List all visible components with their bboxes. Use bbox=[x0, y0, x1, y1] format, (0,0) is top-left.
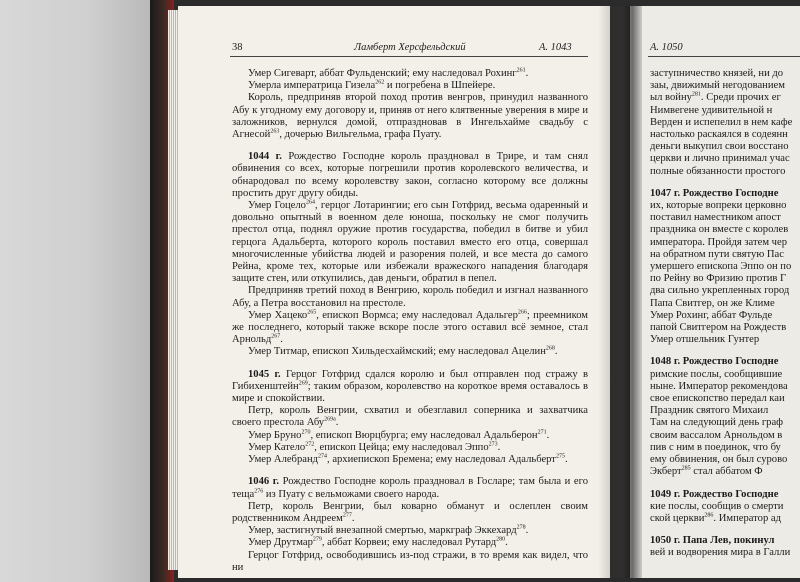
footnote-ref: 266 bbox=[517, 309, 527, 316]
paragraph: Умер, застигнутый внезапной смертью, маркграф Эккехард$^{278}$. bbox=[248, 524, 529, 537]
desk-left-background bbox=[0, 0, 150, 582]
right-page-body bbox=[650, 68, 800, 560]
paragraph: Умер Кателo$^{272}$, епископ Цейца; ему наследовал Эппо$^{273}$. bbox=[248, 441, 501, 453]
paragraph: Предприняв третий поход в Венгрию, король победил и изгнал названного Абу, а Петра восстановил на престоле. bbox=[232, 285, 588, 309]
paragraph: Умер Титмар, епископ Хильдесхаймский; ему наследовал Ацелин$^{268}$. bbox=[248, 345, 558, 358]
footnote-ref: 276 bbox=[254, 487, 264, 494]
footnote-ref: 270 bbox=[301, 429, 311, 436]
footnote-ref: 285 bbox=[681, 465, 691, 472]
text-line: заступничество князей, ни до bbox=[650, 68, 784, 79]
footnote-ref: 272 bbox=[305, 441, 315, 448]
page-number: 38 bbox=[232, 42, 243, 53]
footnote-ref: 274 bbox=[318, 453, 328, 460]
paragraph: Умер Хацеко$^{265}$, епископ Вормса; ему наследовал Адальгер$^{266}$; преемником же последнего, который также вскоре после этого оставил всё земное, стал Арнольд$^{267}$. bbox=[232, 309, 588, 346]
text-line: настолько раскаялся в содеянн bbox=[650, 129, 788, 141]
text-line: деньги выкупил свои восстано bbox=[650, 141, 789, 153]
footnote-ref: 277 bbox=[342, 512, 352, 519]
left-page bbox=[178, 6, 610, 578]
text-line: императора. Пройдя затем чер bbox=[650, 236, 787, 248]
text-line: Экберт$^{285}$ стал аббатом Ф bbox=[650, 465, 763, 478]
footnote-ref: 286 bbox=[704, 512, 714, 519]
footnote-ref: 280 bbox=[496, 536, 506, 543]
paragraph: Умер Бруно$^{270}$, епископ Вюрцбурга; ему наследовал Адальберон$^{271}$. bbox=[248, 429, 550, 441]
footnote-ref: 263 bbox=[270, 128, 280, 135]
paragraph: Умер Друтмар$^{279}$, аббат Корвеи; ему наследовал Рутард$^{280}$. bbox=[248, 536, 508, 549]
running-year: А. 1043 bbox=[539, 42, 572, 53]
footnote-ref: 273 bbox=[488, 441, 498, 448]
year-heading: 1044 г. bbox=[248, 151, 282, 163]
paragraph: Герцог Готфрид, освободившись из-под стражи, в то время как видел, что ни bbox=[232, 549, 588, 573]
book-gutter-shadow bbox=[598, 6, 642, 578]
text-line: Умер отшельник Гунтер bbox=[650, 334, 760, 346]
text-line: Умер Рохинг, аббат Фульде bbox=[650, 309, 773, 321]
running-title: Ламберт Херсфельдский bbox=[354, 42, 466, 53]
text-line: ыл войну$^{281}$. Среди прочих ег bbox=[650, 91, 781, 104]
text-line: Там на следующий день граф bbox=[650, 417, 784, 429]
footnote-ref: 265 bbox=[307, 309, 317, 316]
page-edges bbox=[168, 10, 178, 570]
text-line: своим вассалом Арнольдом в bbox=[650, 429, 783, 441]
text-line: свое епископство передал каи bbox=[650, 393, 785, 405]
text-line: праздника он вместе с королев bbox=[650, 224, 789, 236]
text-line: 1047 г. Рождество Господне bbox=[650, 187, 779, 199]
footnote-ref: 264 bbox=[305, 199, 315, 206]
footnote-ref: 267 bbox=[271, 333, 281, 340]
footnote-ref: 262 bbox=[375, 79, 385, 86]
text-line: их, которые вопреки церковно bbox=[650, 200, 787, 212]
footnote-ref: 275 bbox=[555, 453, 565, 460]
paragraph-year-1046: 1046 г. Рождество Господне король праздновал в Госларе; там была и его теща$^{276}$ из Пуату с вельможами своего народа. bbox=[232, 476, 588, 500]
text-line: пив с ним в поединок, что бу bbox=[650, 441, 781, 453]
text-line: на обратном пути святую Пас bbox=[650, 248, 784, 260]
text-line: заы, движимый негодованием bbox=[650, 80, 785, 92]
left-page-body bbox=[232, 68, 588, 574]
footnote-ref: 279 bbox=[312, 536, 322, 543]
footnote-ref: 281 bbox=[691, 91, 701, 98]
paragraph: Петр, король Венгрии, был коварно обманут и ослеплен своим родственником Андреем$^{277}$. bbox=[232, 500, 588, 524]
footnote-ref: 271 bbox=[537, 429, 547, 436]
footnote-ref: 268 bbox=[545, 345, 555, 352]
text-line: Верден и испепелил в нем кафе bbox=[650, 116, 793, 128]
paragraph: Петр, король Венгрии, схватил и обезглавил соперника и захватчика своего престола Абу$^{269а}$. bbox=[232, 405, 588, 429]
text-line: ему обвинения, он был сурово bbox=[650, 454, 788, 466]
text-line: полные обязанности простого bbox=[650, 165, 786, 177]
text-line: Праздник святого Михаил bbox=[650, 405, 769, 417]
footnote-ref: 261 bbox=[516, 67, 526, 74]
text-line: Нимвегене удивительной н bbox=[650, 104, 773, 116]
text-line: римские послы, сообщившие bbox=[650, 368, 783, 380]
text-line: папой Свитгером на Рождеств bbox=[650, 322, 787, 334]
year-heading: 1045 г. bbox=[248, 368, 281, 380]
right-page bbox=[630, 6, 800, 578]
paragraph: Умер Гоцело$^{264}$, герцог Лотарингии; его сын Готфрид, весьма одаренный и довольно опытный в военном деле юноша, поскольку не смог получить престол отца, поднял оружие против государства, победил в битве и убил герцога Адальберта, которого король поставил вместо его отца, совершал многочисленные убийства людей и разорения полей, и все места до самого Рейна, кроме тех, которые или избежали вражеского нападения благодаря защите стен, или откупились, дав деньги, обратил в пепел. bbox=[232, 199, 588, 285]
paragraph: Умер Сигеварт, аббат Фульденский; ему наследовал Рохинг$^{261}$. bbox=[248, 67, 529, 79]
paragraph-year-1045: 1045 г. Герцог Готфрид сдался королю и был отправлен под стражу в Гибихенштейн$^{269}$; таким образом, королевство на короткое время оставалось в мире и спокойствии. bbox=[232, 368, 588, 405]
text-line: церкви и лично принимал учас bbox=[650, 153, 790, 165]
year-heading: 1046 г. bbox=[248, 476, 280, 488]
text-line: поставил наместником апост bbox=[650, 212, 781, 224]
paragraph: Умер Алебранд$^{274}$, архиепископ Бремена; ему наследовал Адальберт$^{275}$. bbox=[248, 453, 568, 466]
text-line: по Рейну во Фризию против Г bbox=[650, 273, 787, 285]
running-year: А. 1050 bbox=[650, 42, 683, 53]
paragraph: Король, предприняв второй поход против венгров, принудил названного Абу к угодному ему договору и, приняв от него клятвенные уверения в мире и заложников, вернулся домой, отпраздновав в Ингельхайме свадьбу с Агнесой$^{263}$, дочерью Вильгельма, графа Пуату. bbox=[232, 92, 588, 141]
text-line: кие послы, сообщив о смерти bbox=[650, 500, 784, 512]
text-line: два сильно укрепленных город bbox=[650, 285, 790, 297]
text-line: умершего епископа Эппо он по bbox=[650, 261, 792, 273]
paragraph: Умерла императрица Гизела$^{262}$ и погребена в Шпейере. bbox=[248, 79, 496, 92]
header-rule bbox=[230, 56, 588, 57]
text-line: 1048 г. Рождество Господне bbox=[650, 356, 779, 368]
text-line: 1050 г. Папа Лев, покинул bbox=[650, 535, 775, 547]
footnote-ref: 278 bbox=[516, 524, 526, 531]
footnote-ref: 269 bbox=[298, 380, 308, 387]
text-line: 1049 г. Рождество Господне bbox=[650, 488, 779, 500]
paragraph-year-1044: 1044 г. Рождество Господне король праздновал в Трире, и там снял обвинения со всех, которые погрешили против королевского величества, и обнародовал по всему королевству закон, согласно которому все должны простить друг другу обиды. bbox=[232, 151, 588, 199]
footnote-ref: 269а bbox=[324, 416, 336, 423]
text-line: ныне. Император рекомендова bbox=[650, 380, 788, 392]
header-rule bbox=[648, 56, 800, 57]
text-line: Папа Свитгер, он же Климе bbox=[650, 297, 775, 309]
text-line: вей и водворения мира в Галли bbox=[650, 547, 791, 559]
text-line: ской церкви$^{286}$. Император ад bbox=[650, 512, 781, 524]
